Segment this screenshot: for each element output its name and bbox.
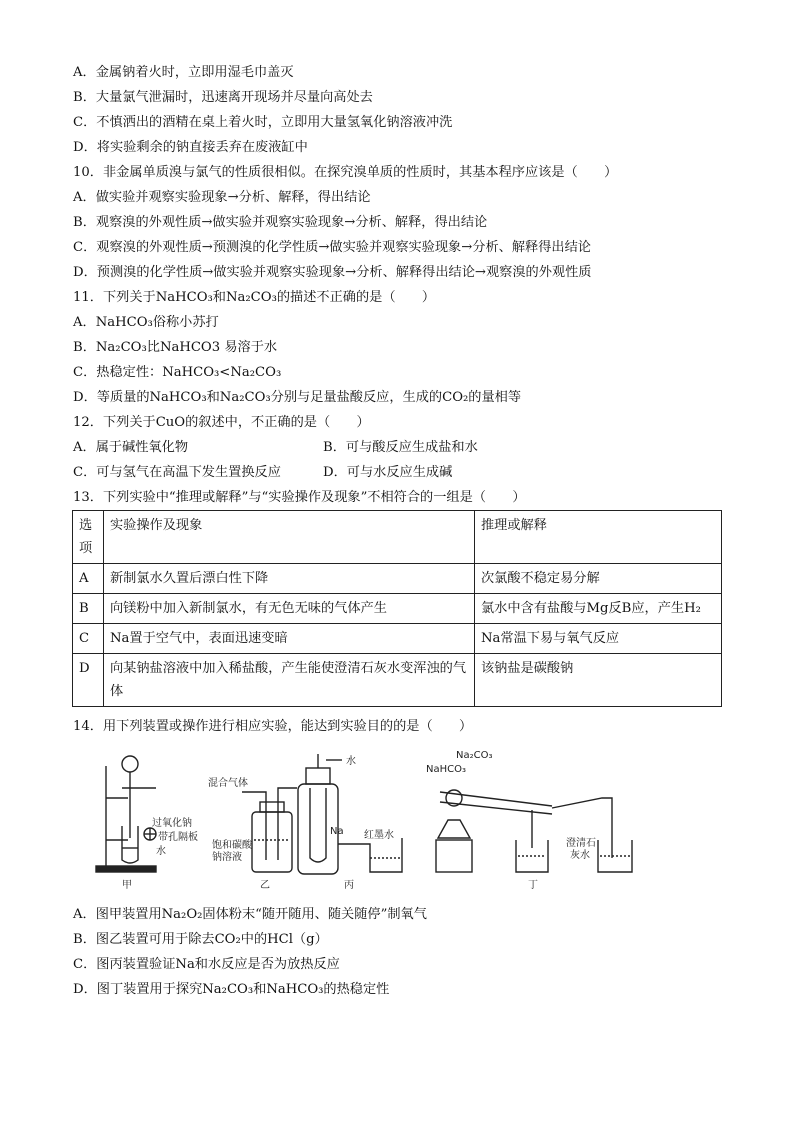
label-ding: 丁 bbox=[528, 880, 538, 891]
label-yi-gas: 混合气体 bbox=[208, 778, 248, 789]
label-jia: 甲 bbox=[122, 880, 132, 891]
header-option: 选项 bbox=[73, 511, 104, 564]
label-bing-ink: 红墨水 bbox=[364, 830, 394, 841]
q11-option-a: A．NaHCO₃俗称小苏打 bbox=[73, 315, 219, 330]
row-key: C bbox=[73, 624, 104, 654]
label-ding-na2co3: Na₂CO₃ bbox=[456, 750, 493, 761]
row-reason: 该钠盐是碳酸钠 bbox=[475, 654, 722, 707]
row-key: D bbox=[73, 654, 104, 707]
table-header-row bbox=[73, 511, 722, 564]
q10-stem: 10．非金属单质溴与氯气的性质很相似。在探究溴单质的性质时，其基本程序应该是（ ） bbox=[73, 165, 618, 180]
q12-stem: 12．下列关于CuO的叙述中，不正确的是（ ） bbox=[73, 415, 370, 430]
row-operation: 向镁粉中加入新制氯水，有无色无味的气体产生 bbox=[104, 594, 475, 624]
header-operation: 实验操作及现象 bbox=[104, 511, 475, 564]
label-bing-na: Na bbox=[330, 826, 344, 837]
apparatus-ding bbox=[436, 790, 632, 872]
q12-option-b: B．可与酸反应生成盐和水 bbox=[323, 440, 478, 455]
row-operation: 新制氯水久置后漂白性下降 bbox=[104, 564, 475, 594]
q9-option-c: C．不慎洒出的酒精在桌上着火时，立即用大量氢氧化钠溶液冲洗 bbox=[73, 115, 453, 130]
label-yi-solution-1: 饱和碳酸 bbox=[212, 840, 252, 851]
q14-option-b: B．图乙装置可用于除去CO₂中的HCl（g） bbox=[73, 932, 328, 947]
q10-option-a: A．做实验并观察实验现象→分析、解释，得出结论 bbox=[73, 190, 371, 205]
q10-option-c: C．观察溴的外观性质→预测溴的化学性质→做实验并观察实验现象→分析、解释得出结论 bbox=[73, 240, 591, 255]
row-operation: Na置于空气中，表面迅速变暗 bbox=[104, 624, 475, 654]
q9-option-b: B．大量氯气泄漏时，迅速离开现场并尽量向高处去 bbox=[73, 90, 373, 105]
apparatus-yi bbox=[242, 788, 297, 872]
header-reason: 推理或解释 bbox=[475, 511, 722, 564]
label-yi-solution-2: 钠溶液 bbox=[212, 852, 242, 863]
q12-option-a: A．属于碱性氧化物 bbox=[73, 440, 189, 455]
q11-option-b: B．Na₂CO₃比NaHCO3 易溶于水 bbox=[73, 340, 278, 355]
row-reason: 氯水中含有盐酸与Mg反B应，产生H₂ bbox=[475, 594, 722, 624]
label-bing: 丙 bbox=[344, 880, 354, 891]
row-key: A bbox=[73, 564, 104, 594]
table-row bbox=[73, 594, 722, 624]
label-ding-lime-1: 澄清石 bbox=[566, 838, 596, 849]
q14-option-d: D．图丁装置用于探究Na₂CO₃和NaHCO₃的热稳定性 bbox=[73, 982, 390, 997]
table-row bbox=[73, 564, 722, 594]
label-bing-water: 水 bbox=[346, 756, 356, 767]
row-reason: Na常温下易与氧气反应 bbox=[475, 624, 722, 654]
q9-option-a: A．金属钠着火时，立即用湿毛巾盖灭 bbox=[73, 65, 294, 80]
label-yi: 乙 bbox=[260, 880, 270, 891]
q10-option-d: D．预测溴的化学性质→做实验并观察实验现象→分析、解释得出结论→观察溴的外观性质 bbox=[73, 265, 592, 280]
q10-option-b: B．观察溴的外观性质→做实验并观察实验现象→分析、解释，得出结论 bbox=[73, 215, 488, 230]
q14-option-c: C．图丙装置验证Na和水反应是否为放热反应 bbox=[73, 957, 340, 972]
apparatus-bing bbox=[298, 754, 402, 874]
q11-stem: 11．下列关于NaHCO₃和Na₂CO₃的描述不正确的是（ ） bbox=[73, 290, 436, 305]
table-row bbox=[73, 654, 722, 707]
label-jia-na2o2: 过氧化钠 bbox=[152, 818, 192, 829]
label-jia-plate: 带孔隔板 bbox=[158, 832, 198, 843]
q9-option-d: D．将实验剩余的钠直接丢弃在废液缸中 bbox=[73, 140, 308, 155]
apparatus-jia bbox=[96, 756, 156, 872]
label-ding-nahco3: NaHCO₃ bbox=[426, 764, 466, 775]
q14-option-a: A．图甲装置用Na₂O₂固体粉末“随开随用、随关随停”制氧气 bbox=[73, 907, 427, 922]
q13-table bbox=[72, 510, 722, 707]
q14-apparatus-figure bbox=[92, 748, 652, 893]
q14-stem: 14．用下列装置或操作进行相应实验，能达到实验目的的是（ ） bbox=[73, 719, 473, 734]
table-row bbox=[73, 624, 722, 654]
label-ding-lime-2: 灰水 bbox=[570, 850, 590, 861]
row-operation: 向某钠盐溶液中加入稀盐酸，产生能使澄清石灰水变浑浊的气体 bbox=[104, 654, 475, 707]
q12-option-d: D．可与水反应生成碱 bbox=[323, 465, 453, 480]
row-key: B bbox=[73, 594, 104, 624]
q13-stem: 13．下列实验中“推理或解释”与“实验操作及现象”不相符合的一组是（ ） bbox=[73, 490, 526, 505]
q11-option-d: D．等质量的NaHCO₃和Na₂CO₃分别与足量盐酸反应，生成的CO₂的量相等 bbox=[73, 390, 522, 405]
q11-option-c: C．热稳定性：NaHCO₃<Na₂CO₃ bbox=[73, 365, 282, 380]
row-reason: 次氯酸不稳定易分解 bbox=[475, 564, 722, 594]
q12-option-c: C．可与氢气在高温下发生置换反应 bbox=[73, 465, 281, 480]
label-jia-water: 水 bbox=[156, 846, 166, 857]
